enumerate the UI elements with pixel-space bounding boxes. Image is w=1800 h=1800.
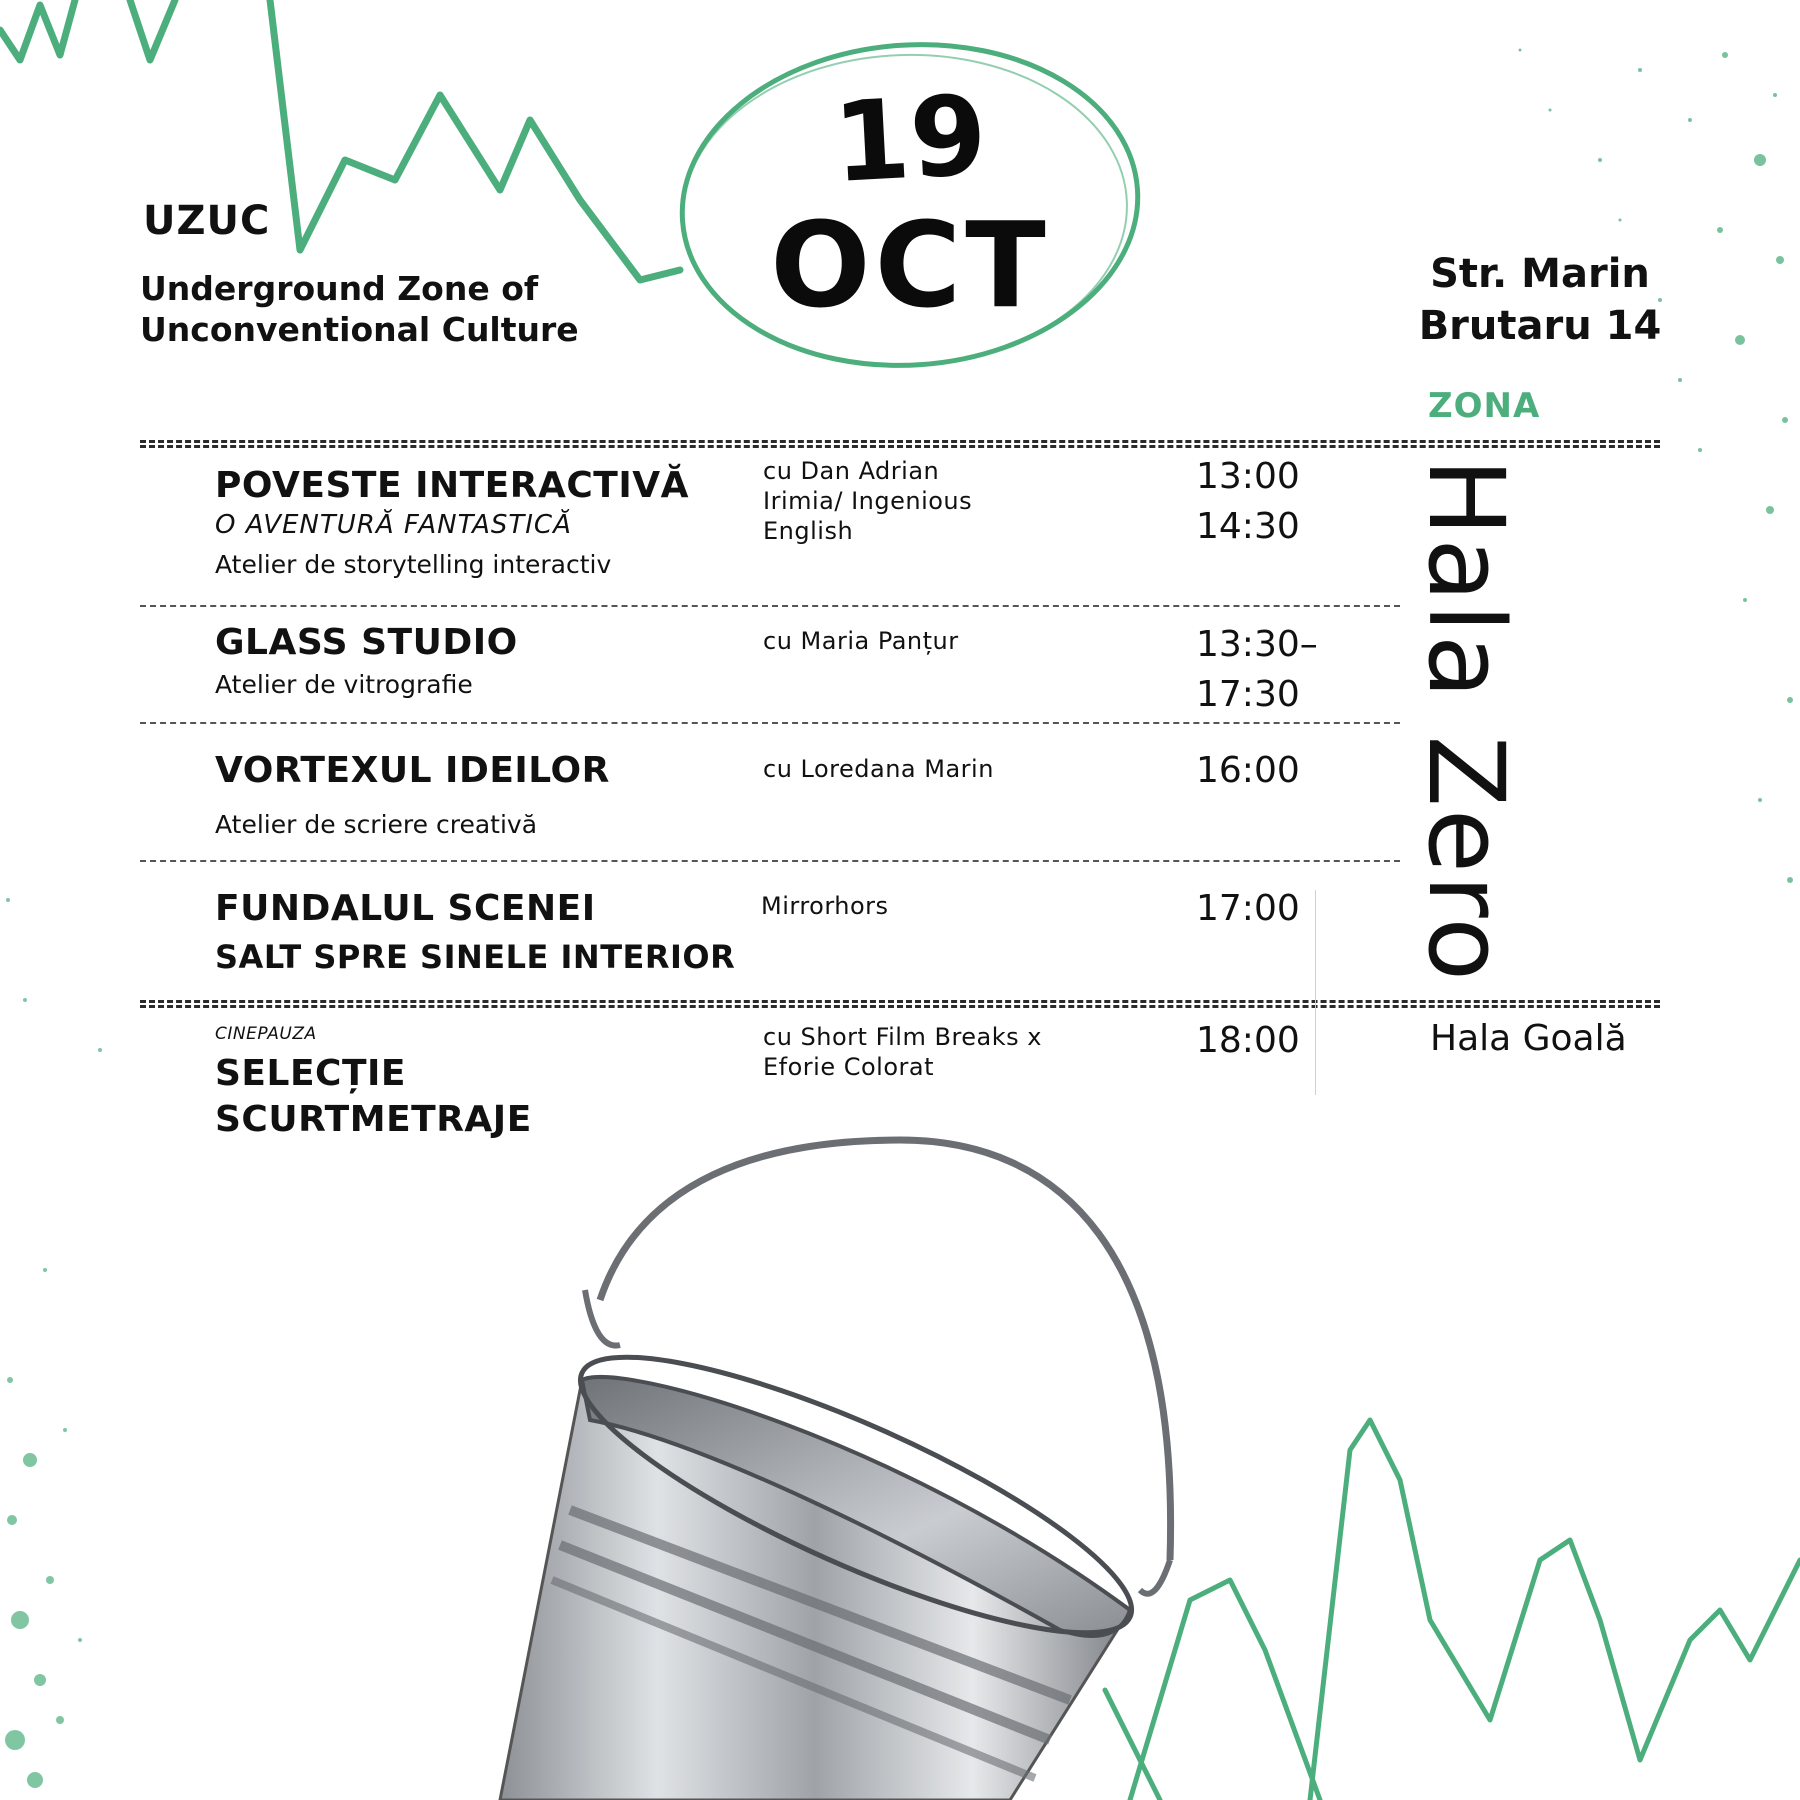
paint-splatter-top-right [1519, 49, 1794, 884]
paint-splatter-left [5, 898, 102, 1788]
event-description: Atelier de scriere creativă [215, 810, 538, 839]
address: Str. Marin Brutaru 14 [1418, 251, 1662, 349]
event-time: 16:00 [1196, 750, 1300, 791]
event-title: POVESTE INTERACTIVĂ [215, 465, 689, 506]
event-host: cu Loredana Marin [763, 755, 994, 783]
scribble-bottom-right [1105, 1420, 1800, 1800]
divider [140, 1000, 1660, 1003]
event-title: FUNDALUL SCENEI [215, 888, 596, 929]
divider [140, 605, 1400, 607]
event-description: Atelier de storytelling interactiv [215, 550, 612, 579]
event-host: cu Short Film Breaks x Eforie Colorat [763, 1023, 1042, 1081]
event-host: Mirrorhors [761, 892, 889, 920]
brand-name: UZUC [143, 198, 271, 244]
event-time: 18:00 [1196, 1020, 1300, 1061]
event-description: Atelier de vitrografie [215, 670, 473, 699]
date-day: 19 [830, 71, 990, 207]
event-host: cu Dan Adrian Irimia/ Ingenious English [763, 457, 973, 545]
divider [140, 722, 1400, 724]
venue-main: Hala Zero [1405, 458, 1527, 983]
event-subtitle: O AVENTURĂ FANTASTICĂ [215, 510, 572, 540]
zone-label: ZONA [1428, 386, 1541, 426]
event-title: GLASS STUDIO [215, 622, 518, 663]
event-title-line2: SCURTMETRAJE [215, 1099, 532, 1140]
event-category: CINEPAUZA [215, 1024, 317, 1044]
event-title: SELECȚIE [215, 1053, 407, 1094]
event-host: cu Maria Panțur [763, 627, 959, 655]
event-subtitle: SALT SPRE SINELE INTERIOR [215, 938, 736, 976]
event-title: VORTEXUL IDEILOR [215, 750, 610, 791]
event-time: 13:30– 17:30 [1196, 624, 1318, 715]
venue-secondary: Hala Goală [1430, 1018, 1627, 1059]
divider [140, 860, 1400, 862]
date-month: OCT [770, 196, 1050, 334]
brand-tagline: Underground Zone of Unconventional Culture [140, 269, 579, 349]
scribble-top-left [0, 0, 680, 280]
event-time: 13:00 14:30 [1196, 456, 1300, 547]
event-time: 17:00 [1196, 888, 1300, 929]
divider [140, 440, 1660, 443]
